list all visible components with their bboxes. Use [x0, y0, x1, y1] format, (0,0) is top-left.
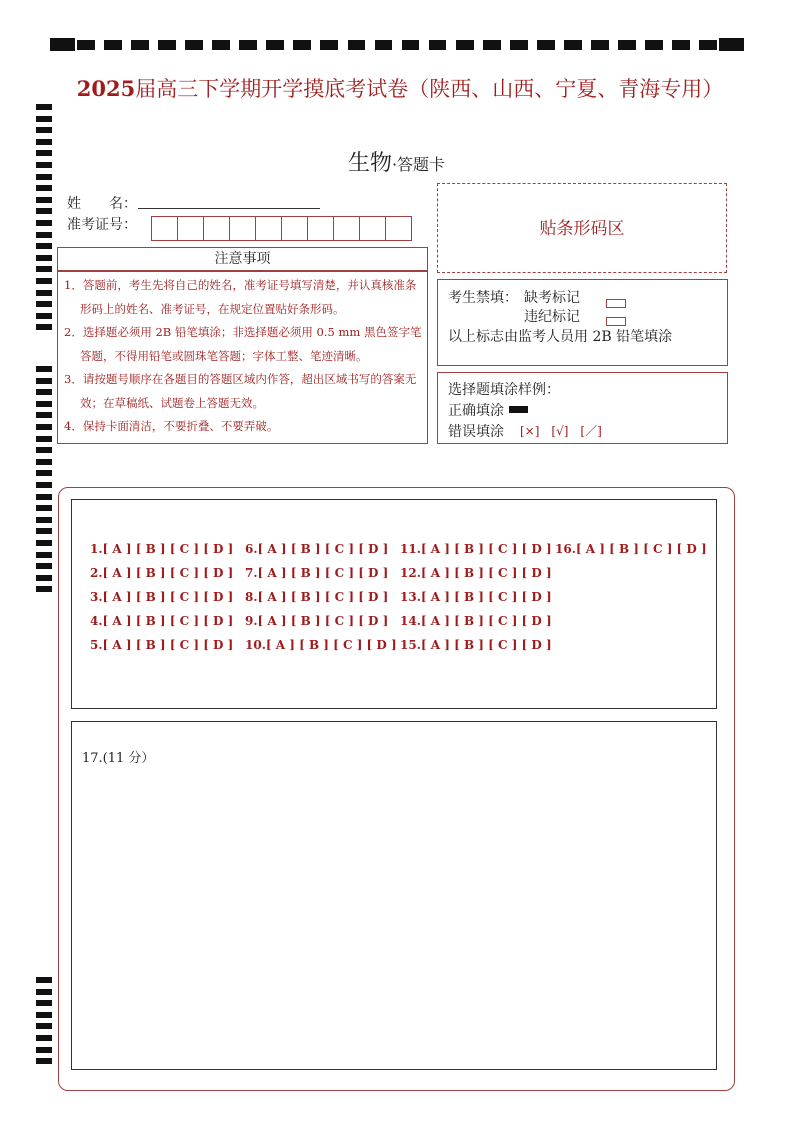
side-timing-mark [36, 1058, 52, 1064]
side-timing-mark [36, 324, 52, 330]
timing-mark [185, 40, 203, 50]
timing-mark [212, 40, 230, 50]
correct-fill-sample [509, 406, 528, 413]
mcq-question[interactable] [245, 638, 397, 652]
mcq-number: 2. [90, 566, 103, 580]
timing-mark [375, 40, 393, 50]
side-timing-mark [36, 313, 52, 319]
side-timing-mark [36, 366, 52, 372]
mcq-number: 15. [400, 638, 421, 652]
mcq-number: 16. [555, 542, 576, 556]
mcq-number: 14. [400, 614, 421, 628]
mcq-options[interactable]: [ A ] [ B ] [ C ] [ D ] [102, 614, 234, 628]
timing-mark [672, 40, 690, 50]
mcq-options[interactable]: [ A ] [ B ] [ C ] [ D ] [257, 566, 389, 580]
mcq-question[interactable] [245, 590, 388, 604]
side-timing-mark [36, 278, 52, 284]
name-field[interactable] [138, 208, 320, 209]
title-year: 2025 [76, 76, 136, 101]
side-timing-mark [36, 255, 52, 261]
side-timing-mark [36, 552, 52, 558]
question-17-answer-box[interactable] [71, 721, 717, 1070]
notice-heading: 注意事项 [57, 247, 428, 271]
mcq-question[interactable] [400, 590, 552, 604]
side-timing-mark [36, 540, 52, 546]
exam-number-cell[interactable] [333, 216, 360, 241]
mcq-number: 11. [400, 542, 421, 556]
correct-fill-label: 正确填涂 [448, 403, 504, 419]
exam-number-cell[interactable] [203, 216, 230, 241]
multiple-choice-section [71, 499, 717, 709]
side-timing-mark [36, 447, 52, 453]
mcq-options[interactable]: [ A ] [ B ] [ C ] [ D ] [575, 542, 707, 556]
mcq-options[interactable]: [ A ] [ B ] [ C ] [ D ] [265, 638, 397, 652]
side-timing-mark [36, 290, 52, 296]
mcq-question[interactable] [90, 614, 233, 628]
mcq-question[interactable] [400, 638, 552, 652]
mcq-question[interactable] [90, 590, 233, 604]
wrong-fill-samples: [×] [√] [／] [520, 424, 602, 438]
mcq-question[interactable] [400, 614, 552, 628]
side-timing-mark [36, 243, 52, 249]
mcq-question[interactable] [245, 614, 388, 628]
side-timing-mark [36, 266, 52, 272]
side-timing-mark [36, 139, 52, 145]
side-timing-mark [36, 586, 52, 592]
mcq-question[interactable] [245, 542, 388, 556]
mcq-options[interactable]: [ A ] [ B ] [ C ] [ D ] [420, 566, 552, 580]
timing-bar-top [50, 40, 744, 52]
timing-mark [564, 40, 582, 50]
mcq-number: 9. [245, 614, 258, 628]
name-label: 姓 名： [67, 196, 137, 212]
side-timing-mark [36, 389, 52, 395]
side-timing-mark [36, 104, 52, 110]
timing-mark [104, 40, 122, 50]
side-timing-mark [36, 424, 52, 430]
side-timing-mark [36, 116, 52, 122]
side-timing-mark [36, 494, 52, 500]
side-timing-mark [36, 528, 52, 534]
notice-list [57, 271, 428, 444]
mcq-options[interactable]: [ A ] [ B ] [ C ] [ D ] [257, 614, 389, 628]
side-timing-mark [36, 232, 52, 238]
exam-number-label: 准考证号： [67, 217, 137, 233]
mcq-number: 4. [90, 614, 103, 628]
exam-number-cell[interactable] [255, 216, 282, 241]
exam-number-cell[interactable] [281, 216, 308, 241]
subject-title [0, 146, 793, 177]
timing-mark [348, 40, 366, 50]
mcq-number: 8. [245, 590, 258, 604]
side-timing-mark [36, 378, 52, 384]
side-timing-mark [36, 505, 52, 511]
timing-mark [50, 38, 75, 51]
mcq-number: 1. [90, 542, 103, 556]
mcq-number: 10. [245, 638, 266, 652]
forbidden-label: 考生禁填： [448, 290, 518, 306]
timing-mark [239, 40, 257, 50]
proctor-note: 以上标志由监考人员用 2B 铅笔填涂 [448, 329, 673, 345]
timing-mark [537, 40, 555, 50]
side-timing-mark [36, 401, 52, 407]
mcq-question[interactable] [245, 566, 388, 580]
side-timing-mark [36, 127, 52, 133]
side-timing-mark [36, 412, 52, 418]
violation-label: 违纪标记 [524, 309, 580, 325]
timing-mark [719, 38, 744, 51]
mcq-question[interactable] [90, 542, 233, 556]
timing-mark [77, 40, 95, 50]
side-timing-mark [36, 575, 52, 581]
exam-number-cell[interactable] [177, 216, 204, 241]
mcq-number: 6. [245, 542, 258, 556]
timing-mark [158, 40, 176, 50]
mcq-options[interactable]: [ A ] [ B ] [ C ] [ D ] [420, 590, 552, 604]
side-timing-mark [36, 989, 52, 995]
exam-number-cell[interactable] [151, 216, 178, 241]
side-timing-mark [36, 563, 52, 569]
timing-mark [510, 40, 528, 50]
side-timing-mark [36, 1047, 52, 1053]
mcq-number: 3. [90, 590, 103, 604]
side-timing-mark [36, 470, 52, 476]
barcode-area [437, 183, 727, 273]
fill-example-title: 选择题填涂样例： [448, 382, 560, 398]
notice-item: 3．请按题号顺序在各题目的答题区域内作答，超出区域书写的答案无效；在草稿纸、试题卷上答题无效。 [64, 372, 417, 410]
side-timing-mark [36, 1035, 52, 1041]
side-timing-mark [36, 1012, 52, 1018]
mcq-number: 7. [245, 566, 258, 580]
mcq-options[interactable]: [ A ] [ B ] [ C ] [ D ] [257, 590, 389, 604]
mcq-number: 5. [90, 638, 103, 652]
side-timing-mark [36, 977, 52, 983]
mcq-number: 13. [400, 590, 421, 604]
fill-example-box [437, 372, 728, 444]
timing-mark [131, 40, 149, 50]
timing-mark [402, 40, 420, 50]
notice-item: 1．答题前，考生先将自己的姓名，准考证号填写清楚，并认真核准条形码上的姓名、准考证号，在规定位置贴好条形码。 [64, 278, 417, 316]
mcq-question[interactable] [90, 566, 233, 580]
exam-number-cell[interactable] [229, 216, 256, 241]
barcode-area-label: 贴条形码区 [539, 219, 625, 239]
side-timing-mark [36, 517, 52, 523]
mcq-options[interactable]: [ A ] [ B ] [ C ] [ D ] [420, 614, 552, 628]
side-timing-mark [36, 482, 52, 488]
mcq-options[interactable]: [ A ] [ B ] [ C ] [ D ] [420, 638, 552, 652]
timing-mark [456, 40, 474, 50]
title-text: 届高三下学期开学摸底考试卷（陕西、山西、宁夏、青海专用） [135, 77, 724, 101]
mcq-question[interactable] [90, 638, 233, 652]
absent-mark[interactable] [606, 293, 626, 312]
mcq-options[interactable]: [ A ] [ B ] [ C ] [ D ] [102, 590, 234, 604]
mcq-options[interactable]: [ A ] [ B ] [ C ] [ D ] [102, 566, 234, 580]
side-timing-mark [36, 1023, 52, 1029]
timing-mark [483, 40, 501, 50]
mcq-number: 12. [400, 566, 421, 580]
mcq-options[interactable]: [ A ] [ B ] [ C ] [ D ] [420, 542, 552, 556]
subject-suffix: ·答题卡 [391, 155, 446, 174]
mcq-question[interactable] [400, 542, 552, 556]
exam-number-cell[interactable] [385, 216, 412, 241]
side-timing-mark [36, 208, 52, 214]
exam-number-cells[interactable] [151, 216, 411, 240]
subject-name: 生物 [347, 151, 392, 176]
mcq-options[interactable]: [ A ] [ B ] [ C ] [ D ] [102, 638, 234, 652]
timing-mark [645, 40, 663, 50]
mcq-options[interactable]: [ A ] [ B ] [ C ] [ D ] [102, 542, 234, 556]
timing-mark [618, 40, 636, 50]
exam-number-cell[interactable] [307, 216, 334, 241]
proctor-box [437, 279, 728, 366]
exam-number-cell[interactable] [359, 216, 386, 241]
notice-item: 2．选择题必须用 2B 铅笔填涂；非选择题必须用 0.5 mm 黑色签字笔答题，不得用铅笔或圆珠笔答题；字体工整、笔迹清晰。 [64, 325, 422, 363]
notice-item: 4．保持卡面清洁，不要折叠、不要弄破。 [64, 419, 279, 433]
mcq-question[interactable] [400, 566, 552, 580]
side-timing-mark [36, 436, 52, 442]
wrong-fill-label: 错误填涂 [448, 424, 504, 440]
mcq-options[interactable]: [ A ] [ B ] [ C ] [ D ] [257, 542, 389, 556]
side-timing-mark [36, 1000, 52, 1006]
question-17-label: 17.(11 分） [82, 751, 155, 766]
timing-mark [266, 40, 284, 50]
timing-mark [320, 40, 338, 50]
timing-mark [429, 40, 447, 50]
timing-mark [591, 40, 609, 50]
mcq-question[interactable] [555, 542, 707, 556]
side-timing-mark [36, 459, 52, 465]
side-timing-mark [36, 197, 52, 203]
side-timing-mark [36, 301, 52, 307]
page-title [60, 74, 740, 104]
absent-label: 缺考标记 [524, 290, 580, 306]
side-timing-mark [36, 220, 52, 226]
timing-mark [699, 40, 717, 50]
side-timing-mark [36, 185, 52, 191]
timing-mark [293, 40, 311, 50]
